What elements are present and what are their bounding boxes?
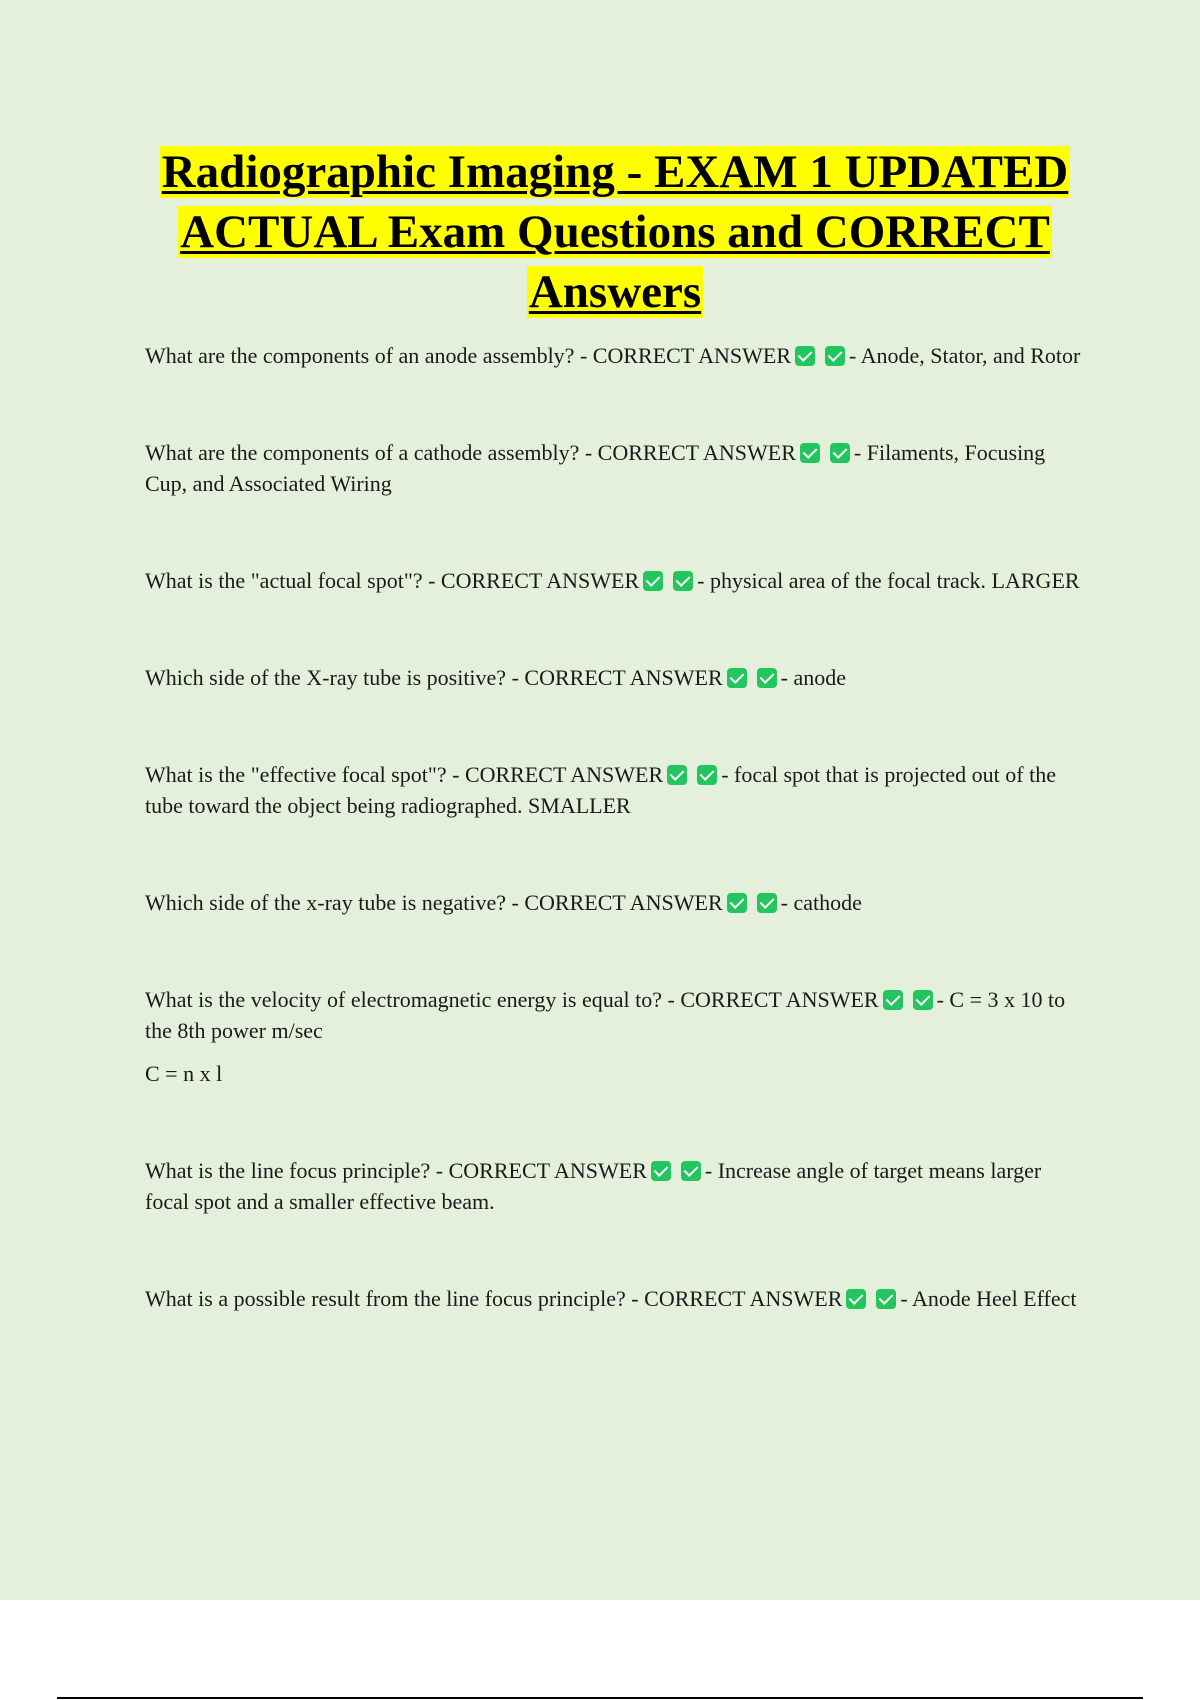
check-icon	[651, 1161, 671, 1181]
answer-marker: CORRECT ANSWER	[524, 890, 723, 915]
qa-item	[145, 984, 1090, 1089]
check-icon	[883, 990, 903, 1010]
check-icon	[795, 346, 815, 366]
qa-item	[145, 1155, 1090, 1217]
answer-marker: CORRECT ANSWER	[592, 343, 792, 368]
footer-divider	[57, 1697, 1143, 1699]
check-icon	[757, 668, 777, 688]
question-text: Which side of the x-ray tube is negative? -	[145, 890, 525, 915]
check-icon	[913, 990, 933, 1010]
answer-marker: CORRECT ANSWER	[440, 568, 640, 593]
answer-text: - Anode, Stator, and Rotor	[849, 343, 1081, 368]
answer-marker: CORRECT ANSWER	[597, 440, 796, 465]
question-text: What are the components of a cathode assembly? -	[145, 440, 598, 465]
check-icon	[697, 765, 717, 785]
answer-text: - Anode Heel Effect	[900, 1286, 1077, 1311]
qa-list	[145, 340, 1090, 1380]
qa-item	[145, 340, 1090, 371]
answer-text: - C = 3 x 10 to the 8th power m/sec	[145, 987, 1066, 1043]
question-text: What are the components of an anode assembly? -	[145, 343, 593, 368]
check-icon	[825, 346, 845, 366]
qa-item	[145, 1283, 1090, 1314]
title-block	[140, 142, 1090, 322]
check-icon	[800, 443, 820, 463]
check-icon	[727, 893, 747, 913]
check-icon	[830, 443, 850, 463]
question-text: What is the velocity of electromagnetic energy is equal to? -	[145, 987, 681, 1012]
question-text: What is a possible result from the line focus principle? -	[145, 1286, 645, 1311]
answer-text: - focal spot that is projected out of the tube toward the object being radiographed. SMALLER	[145, 762, 1056, 818]
question-text: What is the "actual focal spot"? -	[145, 568, 441, 593]
answer-extra-line: C = n x l	[145, 1061, 223, 1086]
answer-text: - anode	[780, 665, 847, 690]
qa-item	[145, 662, 1090, 693]
check-icon	[673, 571, 693, 591]
check-icon	[681, 1161, 701, 1181]
qa-item	[145, 437, 1090, 499]
check-icon	[876, 1289, 896, 1309]
qa-item	[145, 565, 1090, 596]
question-text: What is the "effective focal spot"? -	[145, 762, 465, 787]
check-icon	[757, 893, 777, 913]
answer-text: - Increase angle of target means larger focal spot and a smaller effective beam.	[145, 1158, 1042, 1214]
question-text: Which side of the X-ray tube is positive? -	[145, 665, 525, 690]
check-icon	[846, 1289, 866, 1309]
check-icon	[727, 668, 747, 688]
answer-text: - cathode	[780, 890, 862, 915]
answer-marker: CORRECT ANSWER	[448, 1158, 647, 1183]
question-text: What is the line focus principle? -	[145, 1158, 449, 1183]
qa-item	[145, 759, 1090, 821]
page-title: Radiographic Imaging - EXAM 1 UPDATED ACTUAL Exam Questions and CORRECT Answers	[161, 146, 1069, 318]
answer-marker: CORRECT ANSWER	[680, 987, 879, 1012]
check-icon	[643, 571, 663, 591]
qa-item	[145, 887, 1090, 918]
answer-marker: CORRECT ANSWER	[464, 762, 664, 787]
check-icon	[667, 765, 687, 785]
answer-text: - Filaments, Focusing Cup, and Associated Wiring	[145, 440, 1046, 496]
answer-marker: CORRECT ANSWER	[644, 1286, 843, 1311]
answer-text: - physical area of the focal track. LARGER	[697, 568, 1080, 593]
answer-marker: CORRECT ANSWER	[524, 665, 723, 690]
